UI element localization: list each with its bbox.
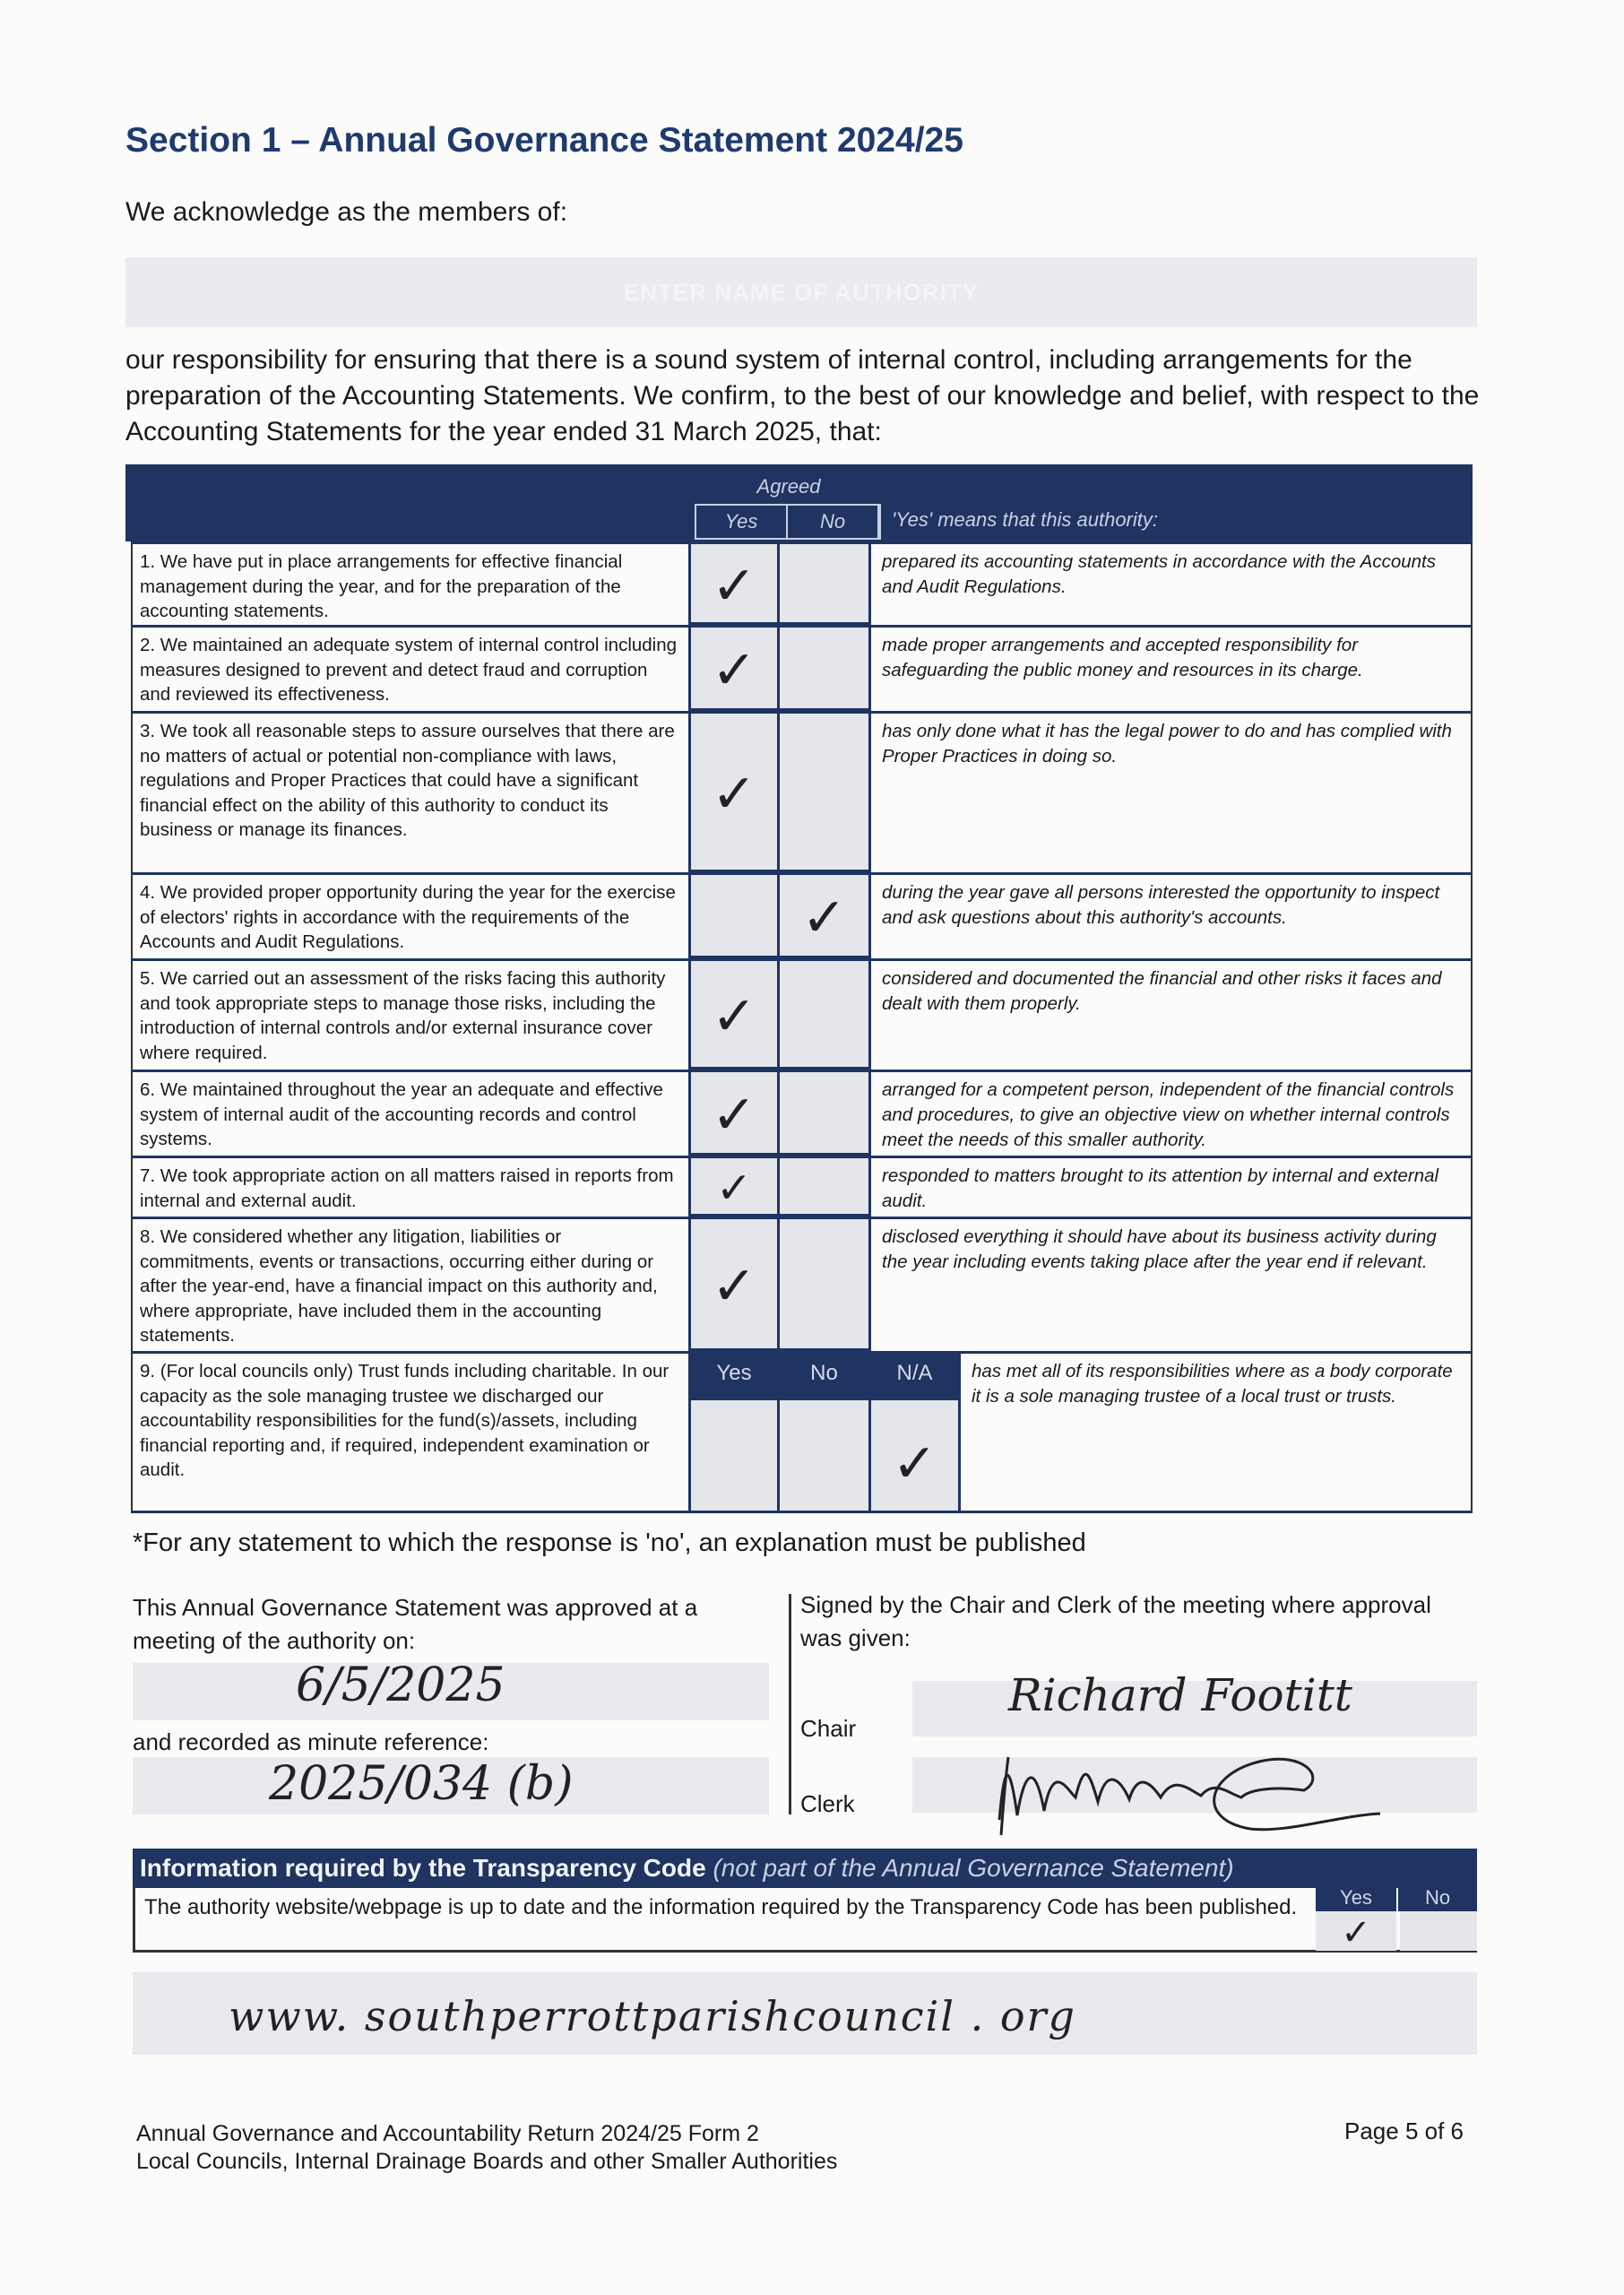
transparency-no-header: No	[1398, 1884, 1477, 1911]
transparency-no-checkbox[interactable]	[1400, 1911, 1477, 1951]
footer-form-info	[136, 2120, 837, 2176]
agreed-label: Agreed	[756, 475, 821, 498]
minute-reference-label: and recorded as minute reference:	[133, 1728, 489, 1755]
yes-checkbox-2[interactable]	[688, 628, 780, 711]
row9-yes-header: Yes	[688, 1354, 780, 1400]
no-checkbox-3[interactable]	[780, 714, 871, 872]
table-row	[131, 1219, 1473, 1354]
website-value: www. southperrottparishcouncil . org	[229, 1992, 1076, 2040]
no-checkbox-1[interactable]	[780, 544, 871, 625]
table-row	[131, 1158, 1473, 1219]
transparency-heading-italic: (not part of the Annual Governance Statement)	[713, 1854, 1234, 1882]
footer-line-2: Local Councils, Internal Drainage Boards and other Smaller Authorities	[136, 2149, 838, 2174]
statement-1: 1. We have put in place arrangements for effective financial management during the year, and for the preparation of the accounting statements.	[131, 544, 688, 625]
tick-icon: ✓	[892, 1432, 937, 1495]
means-8: disclosed everything it should have about its business activity during the year including events taking place after the year end if relevant.	[871, 1219, 1473, 1351]
authority-name-field[interactable]	[125, 257, 1477, 327]
transparency-statement: The authority website/webpage is up to date and the information required by the Transparency Code has been published.	[144, 1895, 1298, 1919]
signed-text: Signed by the Chair and Clerk of the meeting where approval was given:	[800, 1591, 1431, 1651]
statement-9: 9. (For local councils only) Trust funds including charitable. In our capacity as the sole managing trustee we discharged our accountability responsibilities for the fund(s)/assets, including financial reporting and, if required, independent examination or audit.	[131, 1354, 688, 1511]
statement-6: 6. We maintained throughout the year an adequate and effective system of internal audit of the accounting records and control systems.	[131, 1072, 688, 1156]
acknowledge-text: We acknowledge as the members of:	[125, 197, 568, 227]
clerk-signature-icon	[981, 1735, 1394, 1842]
statement-3: 3. We took all reasonable steps to assure ourselves that there are no matters of actual or potential non-compliance with laws, regulations and Proper Practices that could have a significant financial effect on the ability of this authority to conduct its business or manage its finances.	[131, 714, 688, 872]
tick-icon: ✓	[711, 985, 757, 1048]
table-row	[131, 628, 1473, 714]
table-row	[131, 875, 1473, 961]
yes-checkbox-3[interactable]	[688, 714, 780, 872]
yes-checkbox-5[interactable]	[688, 961, 780, 1070]
yes-column-header: Yes	[695, 504, 788, 540]
means-2: made proper arrangements and accepted responsibility for safeguarding the public money and resources in its charge.	[871, 628, 1473, 711]
chair-signature: Richard Footitt	[1008, 1669, 1352, 1721]
no-checkbox-6[interactable]	[780, 1072, 871, 1156]
transparency-yes-checkbox[interactable]	[1316, 1911, 1396, 1951]
no-checkbox-4[interactable]	[780, 875, 871, 958]
tick-icon: ✓	[801, 887, 847, 949]
statement-2: 2. We maintained an adequate system of internal control including measures designed to prevent and detect fraud and corruption and reviewed its effectiveness.	[131, 628, 688, 711]
means-4: during the year gave all persons interested the opportunity to inspect and ask questions about this authority's accounts.	[871, 875, 1473, 958]
tick-icon: ✓	[711, 639, 757, 702]
clerk-label: Clerk	[800, 1790, 855, 1817]
means-1: prepared its accounting statements in accordance with the Accounts and Audit Regulations.	[871, 544, 1473, 625]
authority-name-placeholder: ENTER NAME OF AUTHORITY	[623, 279, 980, 306]
table-row	[131, 1072, 1473, 1158]
yes-checkbox-4[interactable]	[688, 875, 780, 958]
means-5: considered and documented the financial and other risks it faces and dealt with them properly.	[871, 961, 1473, 1070]
no-checkbox-8[interactable]	[780, 1219, 871, 1351]
tick-icon: ✓	[711, 763, 757, 826]
no-column-header: No	[786, 504, 879, 540]
yes-checkbox-7[interactable]	[688, 1158, 780, 1217]
no-checkbox-5[interactable]	[780, 961, 871, 1070]
means-column-header: 'Yes' means that this authority:	[879, 504, 1473, 540]
statement-5: 5. We carried out an assessment of the risks facing this authority and took appropriate steps to manage those risks, including the introduction of internal controls and/or external insurance cover where required.	[131, 961, 688, 1070]
yes-checkbox-1[interactable]	[688, 544, 780, 625]
tick-icon: ✓	[1341, 1912, 1371, 1953]
chair-label: Chair	[800, 1715, 857, 1742]
no-checkbox-7[interactable]	[780, 1158, 871, 1217]
transparency-heading-bold: Information required by the Transparency Code	[140, 1854, 706, 1882]
divider	[789, 1594, 791, 1814]
statement-4: 4. We provided proper opportunity during the year for the exercise of electors' rights in accordance with the requirements of the Accounts and Audit Regulations.	[131, 875, 688, 958]
statement-7: 7. We took appropriate action on all matters raised in reports from internal and external audit.	[131, 1158, 688, 1217]
tick-icon: ✓	[711, 1084, 757, 1147]
means-9: has met all of its responsibilities where as a body corporate it is a sole managing trustee of a local trust or trusts.	[961, 1354, 1473, 1511]
row9-na-header: N/A	[871, 1354, 961, 1400]
explanation-note: *For any statement to which the response is 'no', an explanation must be published	[133, 1529, 1086, 1557]
page-number: Page 5 of 6	[1344, 2117, 1464, 2144]
means-3: has only done what it has the legal power to do and has complied with Proper Practices in doing so.	[871, 714, 1473, 872]
tick-icon: ✓	[711, 554, 757, 618]
minute-reference-value: 2025/034 (b)	[269, 1757, 574, 1811]
yes-checkbox-6[interactable]	[688, 1072, 780, 1156]
table-row	[131, 1354, 1473, 1513]
row9-no-checkbox[interactable]	[780, 1400, 871, 1513]
yes-checkbox-8[interactable]	[688, 1219, 780, 1351]
tick-icon: ✓	[715, 1163, 753, 1214]
transparency-body	[133, 1888, 1477, 1953]
footer-line-1: Annual Governance and Accountability Return 2024/25 Form 2	[136, 2121, 759, 2146]
page-title: Section 1 – Annual Governance Statement 2024/25	[125, 121, 963, 160]
intro-text: our responsibility for ensuring that there is a sound system of internal control, including arrangements for the preparation of the Accounting Statements. We confirm, to the best of our knowledge and belief, with respect to the Accounting Statements for the year ended 31 March 2025, that:	[125, 345, 1480, 446]
means-7: responded to matters brought to its attention by internal and external audit.	[871, 1158, 1473, 1217]
approved-text: This Annual Governance Statement was approved at a meeting of the authority on:	[133, 1594, 698, 1654]
transparency-heading	[133, 1849, 1477, 1888]
row9-no-header: No	[780, 1354, 871, 1400]
table-row	[131, 961, 1473, 1072]
table-row	[131, 541, 1473, 628]
table-row	[131, 714, 1473, 875]
no-checkbox-2[interactable]	[780, 628, 871, 711]
means-6: arranged for a competent person, independent of the financial controls and procedures, to give an objective view on whether internal controls meet the needs of this smaller authority.	[871, 1072, 1473, 1156]
row9-yes-checkbox[interactable]	[688, 1400, 780, 1513]
row9-na-checkbox[interactable]	[871, 1400, 961, 1513]
transparency-yes-header: Yes	[1316, 1884, 1396, 1911]
tick-icon: ✓	[711, 1255, 757, 1318]
statement-8: 8. We considered whether any litigation, liabilities or commitments, events or transactions, occurring either during or after the year-end, have a financial impact on this authority and, where appropriate, have included them in the accounting statements.	[131, 1219, 688, 1351]
meeting-date-value: 6/5/2025	[296, 1658, 505, 1712]
